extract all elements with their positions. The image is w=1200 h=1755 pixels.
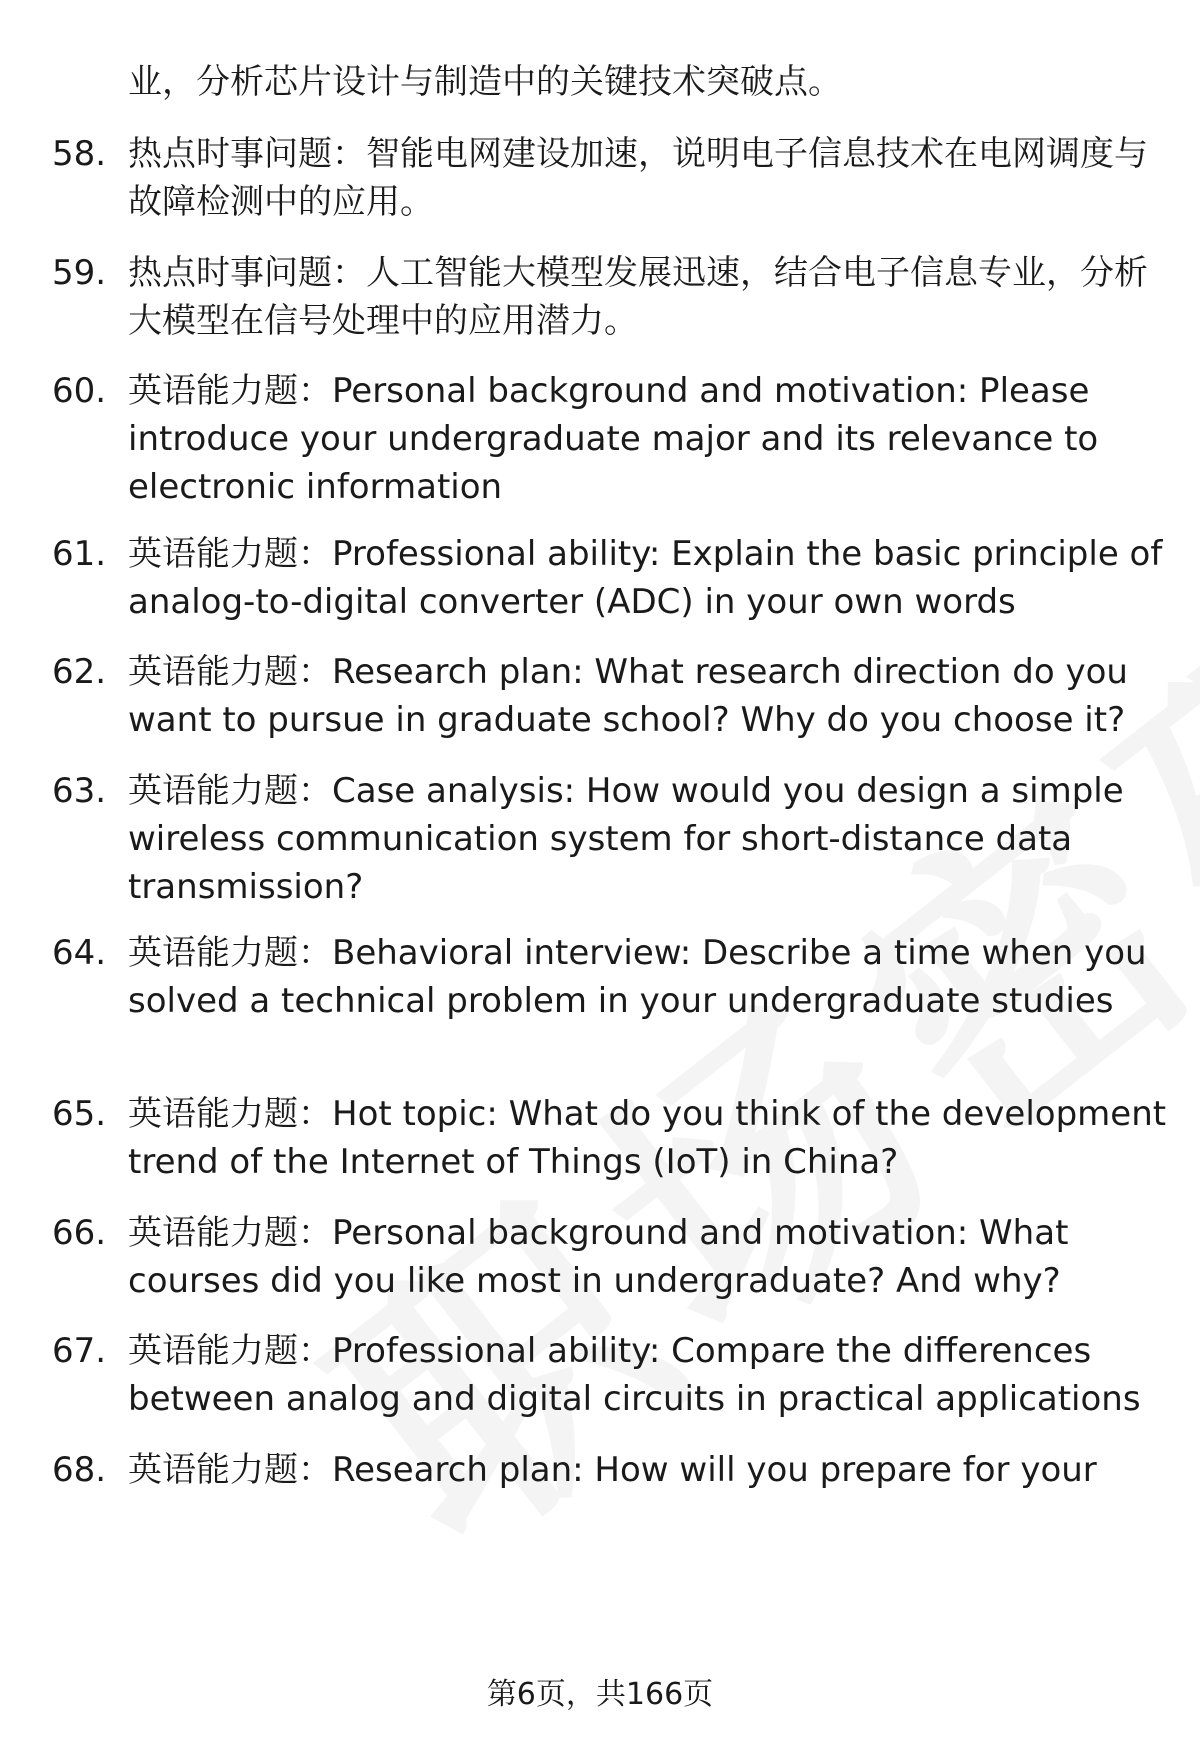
item-number: 65.: [52, 1094, 107, 1134]
item-text: 英语能力题：Research plan: How will you prepare for your: [128, 1450, 1097, 1490]
item-number: 66.: [52, 1213, 107, 1253]
item-text: 热点时事问题：人工智能大模型发展迅速，结合电子信息专业，分析大模型在信号处理中的应用潜力。: [128, 253, 1148, 341]
item-text: 英语能力题：Personal background and motivation: Please introduce your undergraduate major and its relevance to electronic information: [128, 371, 1099, 507]
item-number: 60.: [52, 371, 107, 411]
item-number: 67.: [52, 1331, 107, 1371]
item-text: 热点时事问题：智能电网建设加速，说明电子信息技术在电网调度与故障检测中的应用。: [128, 134, 1148, 222]
item-text: 英语能力题：Case analysis: How would you design a simple wireless communication system for short-distance data transmission?: [128, 771, 1124, 907]
item-text: 英语能力题：Personal background and motivation: What courses did you like most in undergraduate? And why?: [128, 1213, 1069, 1301]
item-text: 业，分析芯片设计与制造中的关键技术突破点。: [128, 62, 842, 102]
item-text: 英语能力题：Professional ability: Explain the basic principle of analog-to-digital converter (ADC) in your own words: [128, 534, 1163, 622]
item-number: 61.: [52, 534, 107, 574]
item-number: 64.: [52, 933, 107, 973]
item-number: 68.: [52, 1450, 107, 1490]
item-text: 英语能力题：Behavioral interview: Describe a time when you solved a technical problem in your undergraduate studies: [128, 933, 1147, 1021]
item-number: 59.: [52, 253, 107, 293]
item-number: 62.: [52, 652, 107, 692]
page-number: 第6页，共166页: [486, 1677, 714, 1712]
item-number: 58.: [52, 134, 107, 174]
item-text: 英语能力题：Hot topic: What do you think of the development trend of the Internet of Things (IoT) in China?: [128, 1094, 1167, 1182]
item-text: 英语能力题：Research plan: What research direction do you want to pursue in graduate school? Why do you choose it?: [128, 652, 1128, 740]
item-text: 英语能力题：Professional ability: Compare the differences between analog and digital circuits in practical applications: [128, 1331, 1141, 1419]
item-number: 63.: [52, 771, 107, 811]
